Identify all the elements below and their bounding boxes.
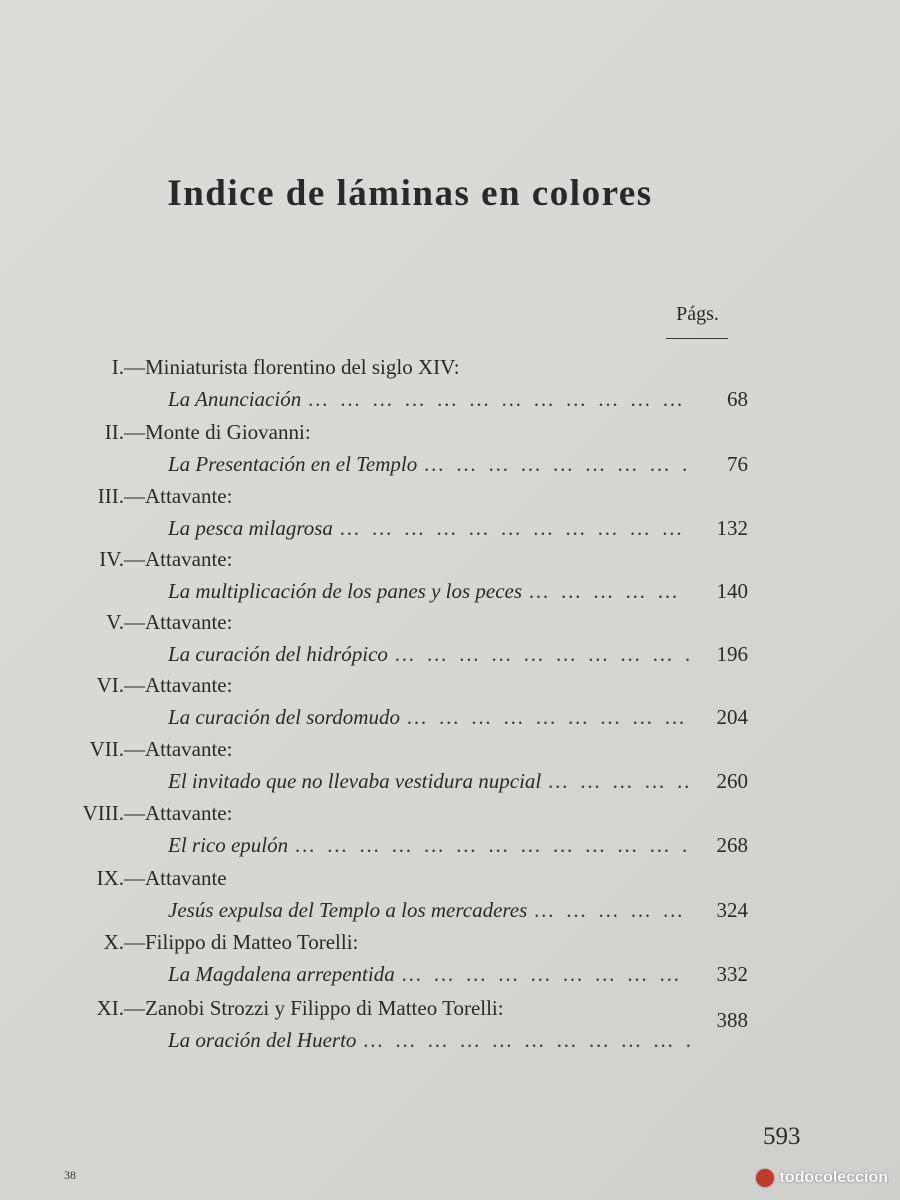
page-folio-number: 593 bbox=[763, 1123, 801, 1150]
entry-number: I.— bbox=[111, 355, 145, 379]
entry-author: Attavante: bbox=[145, 610, 233, 634]
entry-work-title: La curación del hidrópico bbox=[168, 642, 388, 666]
entry-work-title: La curación del sordomudo bbox=[168, 705, 400, 729]
entry-number: XI.— bbox=[96, 996, 145, 1020]
entry-author: Zanobi Strozzi y Filippo di Matteo Torelli: bbox=[145, 996, 504, 1020]
entry-work-title: La Anunciación bbox=[168, 387, 302, 411]
entry-number: III.— bbox=[97, 484, 145, 508]
dot-leader bbox=[423, 452, 690, 477]
dot-leader bbox=[547, 769, 690, 794]
entry-work-title: El rico epulón bbox=[168, 833, 289, 857]
dot-leader bbox=[339, 516, 690, 541]
entry-work-title: La oración del Huerto bbox=[168, 1028, 357, 1052]
pages-header-rule bbox=[666, 338, 728, 339]
entry-work-title: La pesca milagrosa bbox=[168, 516, 333, 540]
index-entry-7 bbox=[0, 737, 900, 801]
entry-author: Attavante: bbox=[145, 547, 233, 571]
watermark bbox=[756, 1169, 888, 1187]
dot-leader bbox=[394, 642, 690, 667]
entry-author: Attavante: bbox=[145, 484, 233, 508]
entry-number: IV.— bbox=[99, 547, 145, 571]
entry-page-number: 260 bbox=[716, 769, 748, 793]
pages-column-header: Págs. bbox=[676, 303, 719, 325]
entry-page-number: 388 bbox=[716, 1008, 748, 1032]
index-entry-4 bbox=[0, 547, 900, 611]
index-entry-9 bbox=[0, 866, 900, 930]
entry-author: Monte di Giovanni: bbox=[145, 420, 311, 444]
index-entry-2 bbox=[0, 420, 900, 484]
entry-page-number: 76 bbox=[727, 452, 748, 476]
todocoleccion-logo-icon bbox=[756, 1169, 774, 1187]
entry-number: VIII.— bbox=[82, 801, 145, 825]
entry-author: Filippo di Matteo Torelli: bbox=[145, 930, 359, 954]
corner-number: 38 bbox=[64, 1168, 76, 1182]
dot-leader bbox=[533, 898, 690, 923]
entry-author: Attavante: bbox=[145, 801, 233, 825]
entry-page-number: 140 bbox=[716, 579, 748, 603]
index-entry-1 bbox=[0, 355, 900, 419]
entry-work-title: Jesús expulsa del Templo a los mercaderes bbox=[168, 898, 528, 922]
entry-work-title: La multiplicación de los panes y los peces bbox=[168, 579, 523, 603]
entry-number: II.— bbox=[104, 420, 145, 444]
entry-author: Attavante bbox=[145, 866, 227, 890]
entry-page-number: 204 bbox=[716, 705, 748, 729]
entry-number: IX.— bbox=[96, 866, 145, 890]
entry-author: Attavante: bbox=[145, 673, 233, 697]
entry-work-title: La Magdalena arrepentida bbox=[168, 962, 395, 986]
index-entry-3 bbox=[0, 484, 900, 548]
entry-work-title: La Presentación en el Templo bbox=[168, 452, 418, 476]
index-entry-5 bbox=[0, 610, 900, 674]
entry-page-number: 332 bbox=[716, 962, 748, 986]
index-entry-8 bbox=[0, 801, 900, 865]
entry-page-number: 132 bbox=[716, 516, 748, 540]
entry-number: VI.— bbox=[96, 673, 145, 697]
entry-page-number: 268 bbox=[716, 833, 748, 857]
dot-leader bbox=[406, 705, 690, 730]
dot-leader bbox=[528, 579, 690, 604]
entry-author: Attavante: bbox=[145, 737, 233, 761]
entry-work-title: El invitado que no llevaba vestidura nupcial bbox=[168, 769, 542, 793]
entry-page-number: 196 bbox=[716, 642, 748, 666]
entry-number: X.— bbox=[103, 930, 145, 954]
page-title: Indice de láminas en colores bbox=[167, 173, 653, 214]
dot-leader bbox=[307, 387, 690, 412]
index-entry-10 bbox=[0, 930, 900, 994]
dot-leader bbox=[401, 962, 690, 987]
entry-page-number: 324 bbox=[716, 898, 748, 922]
entry-number: V.— bbox=[106, 610, 145, 634]
entry-author: Miniaturista florentino del siglo XIV: bbox=[145, 355, 460, 379]
index-entry-11 bbox=[0, 996, 900, 1060]
entry-number: VII.— bbox=[89, 737, 145, 761]
index-entry-6 bbox=[0, 673, 900, 737]
dot-leader bbox=[362, 1028, 690, 1053]
entry-page-number: 68 bbox=[727, 387, 748, 411]
dot-leader bbox=[294, 833, 690, 858]
watermark-text: todocoleccion bbox=[779, 1169, 888, 1186]
